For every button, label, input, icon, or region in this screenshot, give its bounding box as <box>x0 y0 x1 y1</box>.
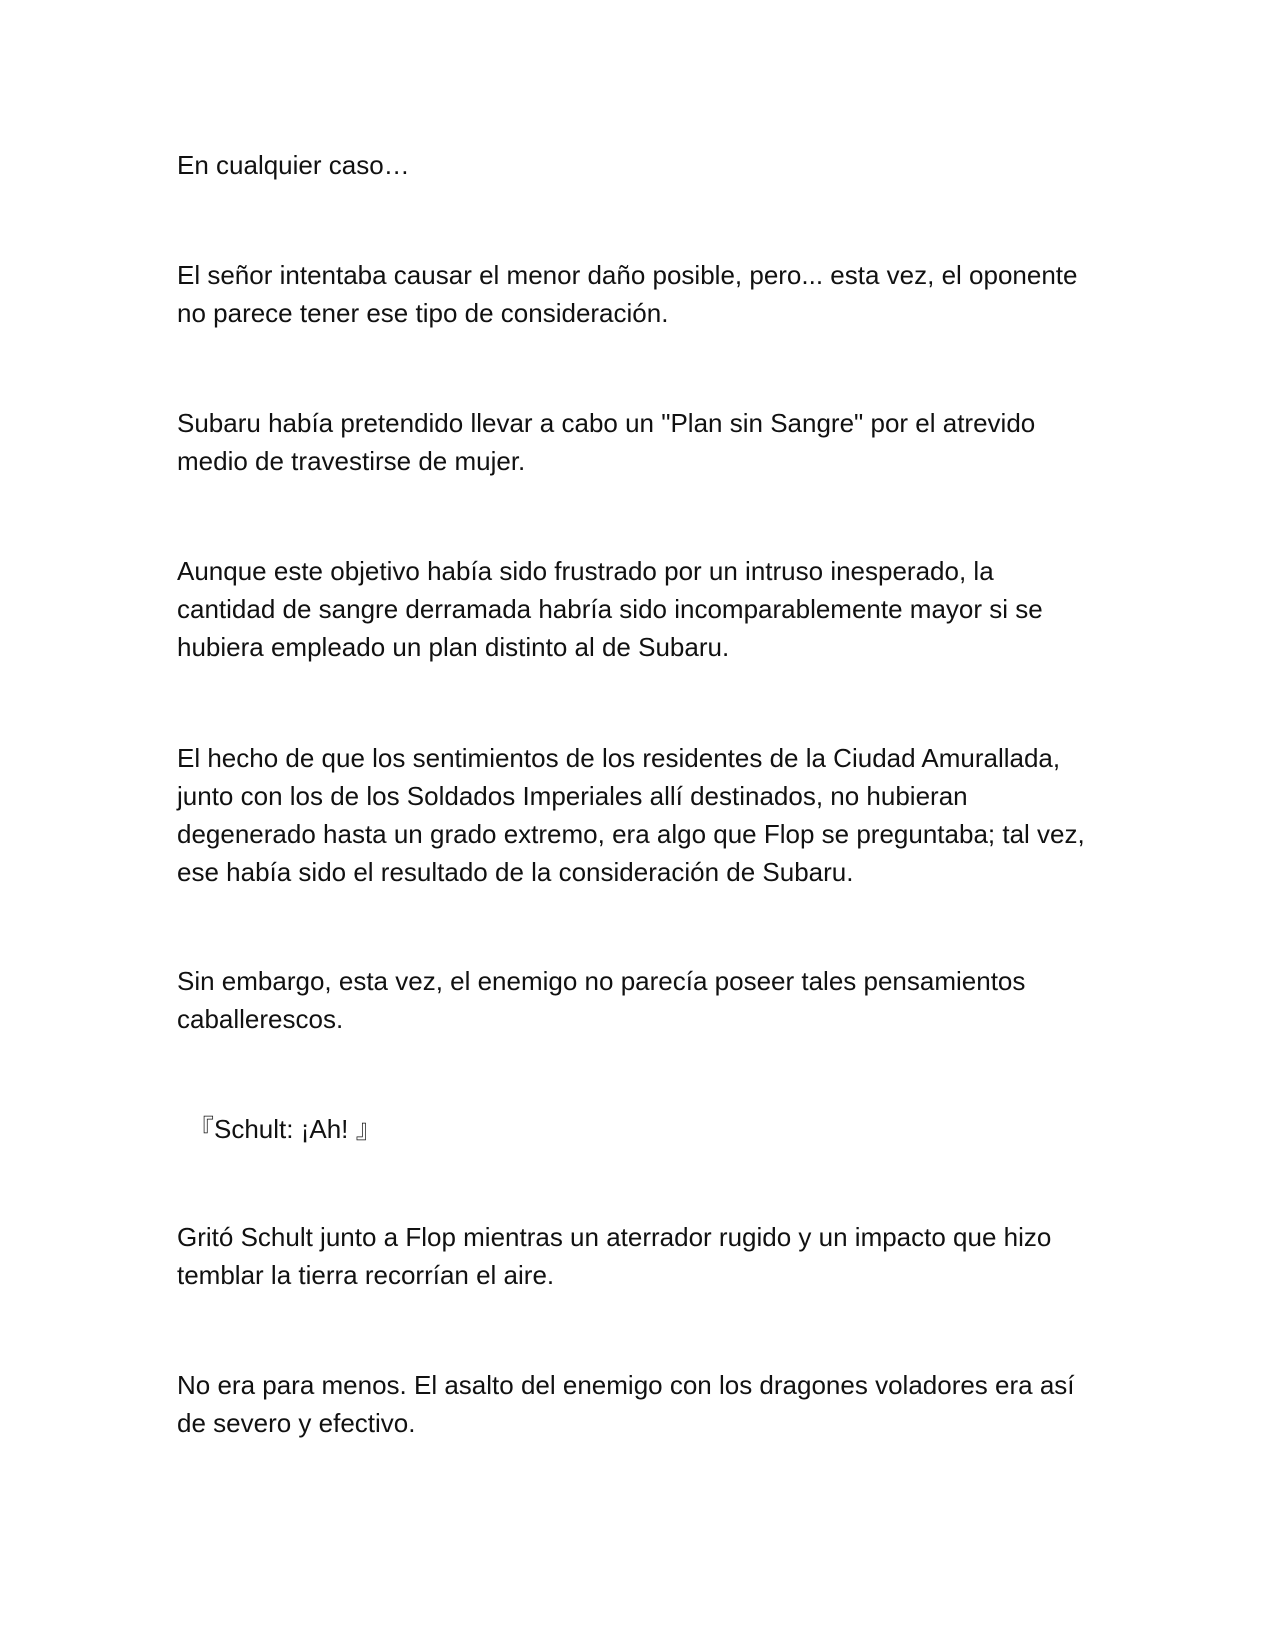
dialogue-line: 『Schult: ¡Ah! 』 <box>188 1114 382 1144</box>
paragraph-5: El hecho de que los sentimientos de los residentes de la Ciudad Amurallada, junto con los de los Soldados Imperiales allí destinados, no hubieran degenerado hasta un grado extremo, era algo que Flop se preguntaba; tal vez, ese había sido el resultado de la consideración de Subaru. <box>177 743 1085 887</box>
paragraph-7: Gritó Schult junto a Flop mientras un aterrador rugido y un impacto que hizo temblar la tierra recorrían el aire. <box>177 1222 1052 1290</box>
paragraph-2: El señor intentaba causar el menor daño posible, pero... esta vez, el oponente no parece tener ese tipo de consideración. <box>177 260 1078 328</box>
paragraph-4: Aunque este objetivo había sido frustrado por un intruso inesperado, la cantidad de sangre derramada habría sido incomparablemente mayor si se hubiera empleado un plan distinto al de Subaru. <box>177 556 1043 662</box>
paragraph-3: Subaru había pretendido llevar a cabo un "Plan sin Sangre" por el atrevido medio de travestirse de mujer. <box>177 408 1036 476</box>
paragraph-6: Sin embargo, esta vez, el enemigo no parecía poseer tales pensamientos caballerescos. <box>177 966 1026 1034</box>
paragraph-8: No era para menos. El asalto del enemigo con los dragones voladores era así de severo y efectivo. <box>177 1370 1075 1438</box>
paragraph-1: En cualquier caso… <box>177 150 410 180</box>
